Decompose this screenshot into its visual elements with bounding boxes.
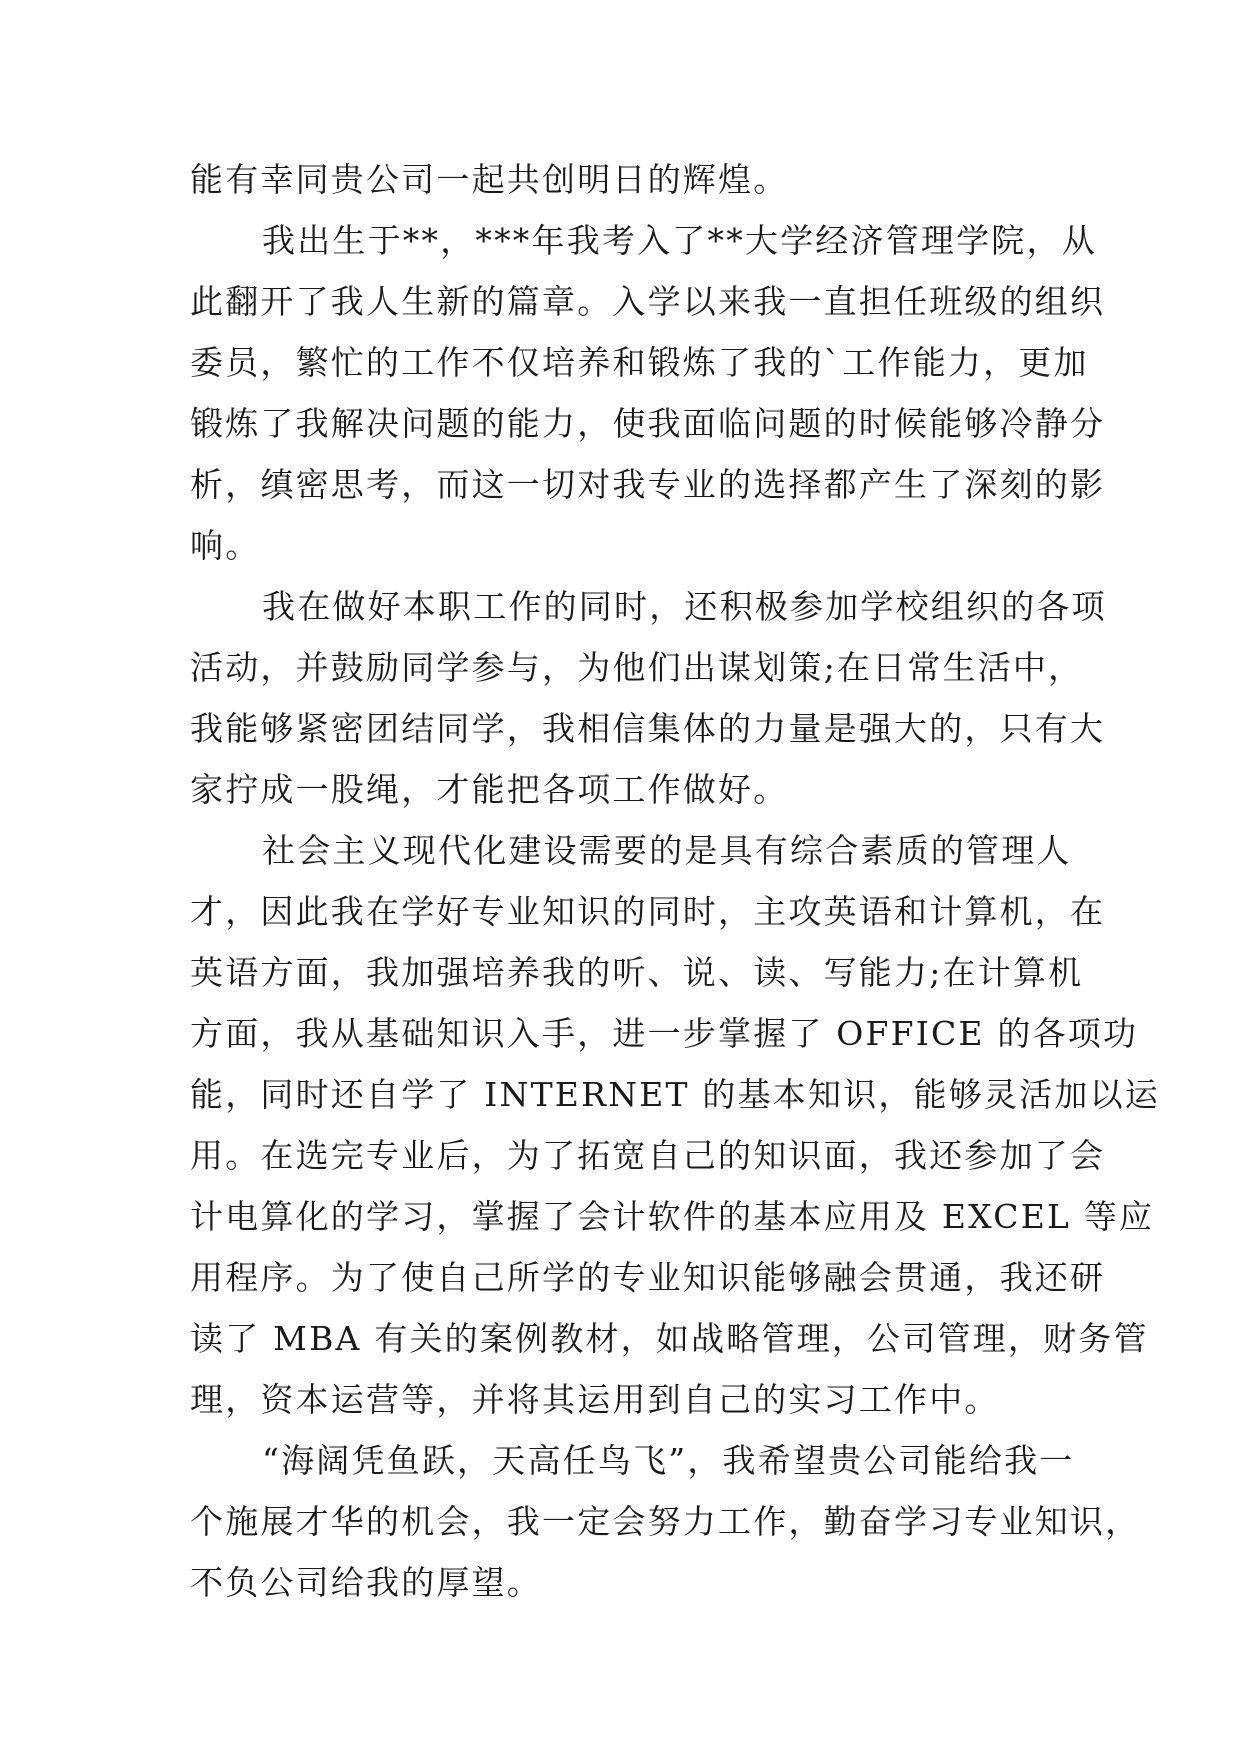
paragraph-2 [190, 210, 1106, 576]
paragraph-line: 计电算化的学习，掌握了会计软件的基本应用及 EXCEL 等应 [190, 1197, 1155, 1236]
paragraph-5 [190, 1430, 1141, 1613]
paragraph-3 [190, 576, 1107, 820]
paragraph-line: 能，同时还自学了 INTERNET 的基本知识，能够灵活加以运 [190, 1075, 1161, 1114]
paragraph-line: 社会主义现代化建设需要的是具有综合素质的管理人 [262, 831, 1072, 870]
paragraph-line: 我能够紧密团结同学，我相信集体的力量是强大的，只有大 [190, 709, 1106, 748]
paragraph-line: 我在做好本职工作的同时，还积极参加学校组织的各项 [262, 587, 1107, 626]
paragraph-line: 理，资本运营等，并将其运用到自己的实习工作中。 [190, 1380, 1000, 1419]
paragraph-line: 锻炼了我解决问题的能力，使我面临问题的时候能够冷静分 [190, 404, 1106, 443]
paragraph-line: 我出生于**，***年我考入了**大学经济管理学院，从 [262, 221, 1097, 260]
paragraph-line: 英语方面，我加强培养我的听、说、读、写能力;在计算机 [190, 953, 1084, 992]
paragraph-line: 能有幸同贵公司一起共创明日的辉煌。 [190, 160, 789, 199]
paragraph-4 [190, 820, 1161, 1430]
paragraph-line: 响。 [190, 526, 261, 565]
paragraph-line: 委员，繁忙的工作不仅培养和锻炼了我的`工作能力，更加 [190, 343, 1089, 382]
paragraph-line: 活动，并鼓励同学参与，为他们出谋划策;在日常生活中， [190, 648, 1084, 687]
paragraph-line: 方面，我从基础知识入手，进一步掌握了 OFFICE 的各项功 [190, 1014, 1139, 1053]
paragraph-line: 此翻开了我人生新的篇章。入学以来我一直担任班级的组织 [190, 282, 1106, 321]
paragraph-line: 用程序。为了使自己所学的专业知识能够融会贯通，我还研 [190, 1258, 1106, 1297]
paragraph-line: 用。在选完专业后，为了拓宽自己的知识面，我还参加了会 [190, 1136, 1106, 1175]
paragraph-line: 不负公司给我的厚望。 [190, 1563, 542, 1602]
paragraph-line: 读了 MBA 有关的案例教材，如战略管理，公司管理，财务管 [190, 1319, 1149, 1358]
paragraph-line: 家拧成一股绳，才能把各项工作做好。 [190, 770, 789, 809]
paragraph-line: 才，因此我在学好专业知识的同时，主攻英语和计算机，在 [190, 892, 1106, 931]
paragraph-line: 析，缜密思考，而这一切对我专业的选择都产生了深刻的影 [190, 465, 1106, 504]
paragraph-line: “海阔凭鱼跃，天高任鸟飞”，我希望贵公司能给我一 [262, 1441, 1075, 1480]
paragraph-1 [190, 149, 1052, 210]
paragraph-line: 个施展才华的机会，我一定会努力工作，勤奋学习专业知识， [190, 1502, 1141, 1541]
document-body [190, 149, 1161, 1613]
